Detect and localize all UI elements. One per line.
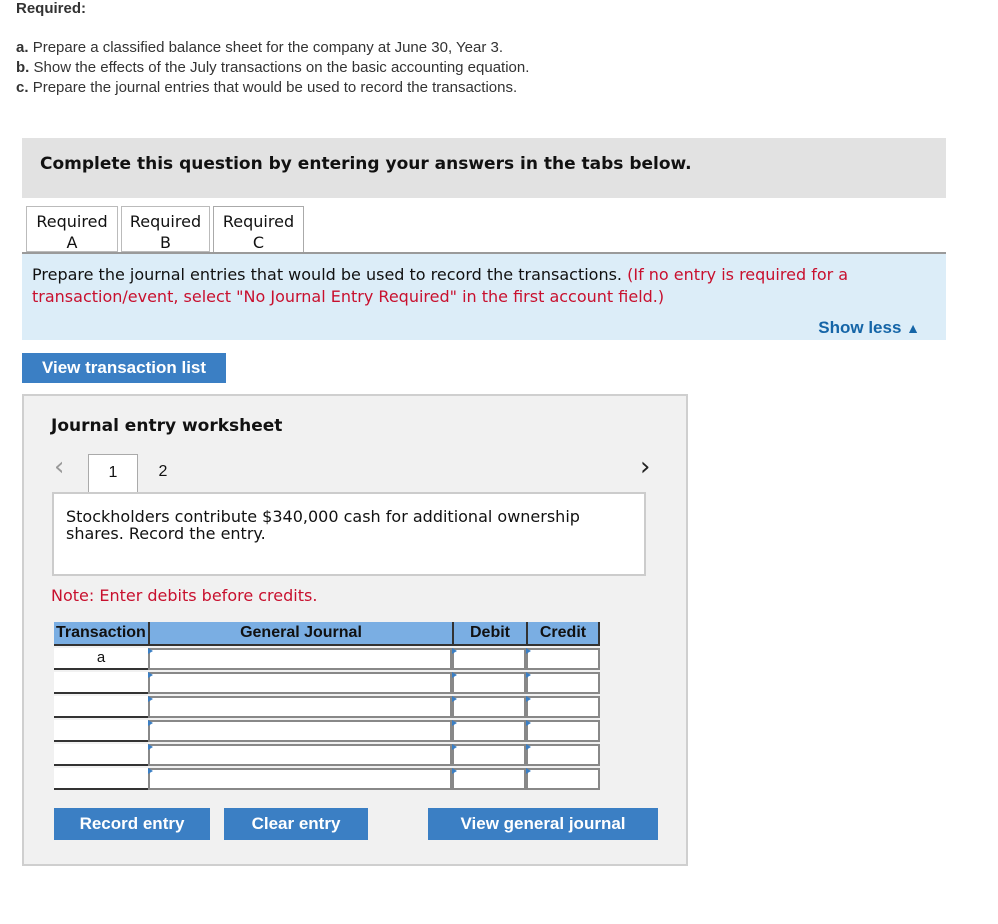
account-input[interactable] [148, 768, 452, 790]
credit-input[interactable] [526, 696, 600, 718]
transaction-cell [54, 720, 148, 742]
transaction-cell [54, 768, 148, 790]
transaction-description: Stockholders contribute $340,000 cash for additional ownership shares. Record the entry. [66, 507, 580, 543]
debit-input[interactable] [452, 696, 526, 718]
page-tab-1[interactable]: 1 [88, 454, 138, 492]
chevron-left-icon[interactable]: ‹ [54, 452, 65, 482]
instruction-banner [22, 138, 946, 198]
worksheet-title: Journal entry worksheet [51, 416, 283, 436]
transaction-cell [54, 696, 148, 718]
chevron-right-icon[interactable]: › [640, 452, 651, 482]
clear-entry-button[interactable]: Clear entry [224, 808, 368, 840]
journal-entry-worksheet [22, 394, 688, 866]
record-entry-button[interactable]: Record entry [54, 808, 210, 840]
header-underline [54, 644, 600, 646]
tab-required-b[interactable]: Required B [121, 206, 210, 252]
debit-input[interactable] [452, 648, 526, 670]
page-tab-2[interactable]: 2 [158, 463, 168, 480]
caret-up-icon: ▲ [906, 320, 920, 336]
view-general-journal-button[interactable]: View general journal [428, 808, 658, 840]
required-item-c: c. Prepare the journal entries that would be used to record the transactions. [16, 79, 518, 96]
banner-text: Complete this question by entering your answers in the tabs below. [40, 154, 692, 174]
transaction-cell: a [54, 648, 148, 670]
debit-input[interactable] [452, 744, 526, 766]
instructions-panel [22, 254, 946, 340]
transaction-description-box [52, 492, 646, 576]
account-input[interactable] [148, 648, 452, 670]
tab-required-c[interactable]: Required C [213, 206, 304, 254]
header-general-journal: General Journal [150, 622, 454, 644]
credit-input[interactable] [526, 720, 600, 742]
required-item-a: a. Prepare a classified balance sheet for the company at June 30, Year 3. [16, 39, 503, 56]
tab-required-a[interactable]: Required A [26, 206, 118, 252]
transaction-cell [54, 744, 148, 766]
required-title: Required: [16, 0, 87, 17]
instructions-note: (If no entry is required for a transaction/event, select "No Journal Entry Required" in the first account field.) [32, 265, 849, 306]
credit-input[interactable] [526, 744, 600, 766]
debit-input[interactable] [452, 768, 526, 790]
debits-note: Note: Enter debits before credits. [51, 586, 318, 605]
view-transaction-list-button[interactable]: View transaction list [22, 353, 226, 383]
credit-input[interactable] [526, 648, 600, 670]
credit-input[interactable] [526, 672, 600, 694]
tab-bar [26, 206, 307, 254]
account-input[interactable] [148, 696, 452, 718]
account-input[interactable] [148, 720, 452, 742]
transaction-cell [54, 672, 148, 694]
instructions-text: Prepare the journal entries that would be used to record the transactions. (If no entry is required for a transaction/event, select "No Journal Entry Required" in the first account field.) [32, 265, 849, 306]
account-input[interactable] [148, 744, 452, 766]
header-credit: Credit [528, 622, 600, 644]
required-list [16, 38, 529, 98]
credit-input[interactable] [526, 768, 600, 790]
required-item-b: b. Show the effects of the July transactions on the basic accounting equation. [16, 59, 530, 76]
debit-input[interactable] [452, 720, 526, 742]
account-input[interactable] [148, 672, 452, 694]
header-transaction: Transaction [54, 622, 150, 644]
show-less-link[interactable]: Show less ▲ [818, 318, 920, 337]
debit-input[interactable] [452, 672, 526, 694]
header-debit: Debit [454, 622, 528, 644]
